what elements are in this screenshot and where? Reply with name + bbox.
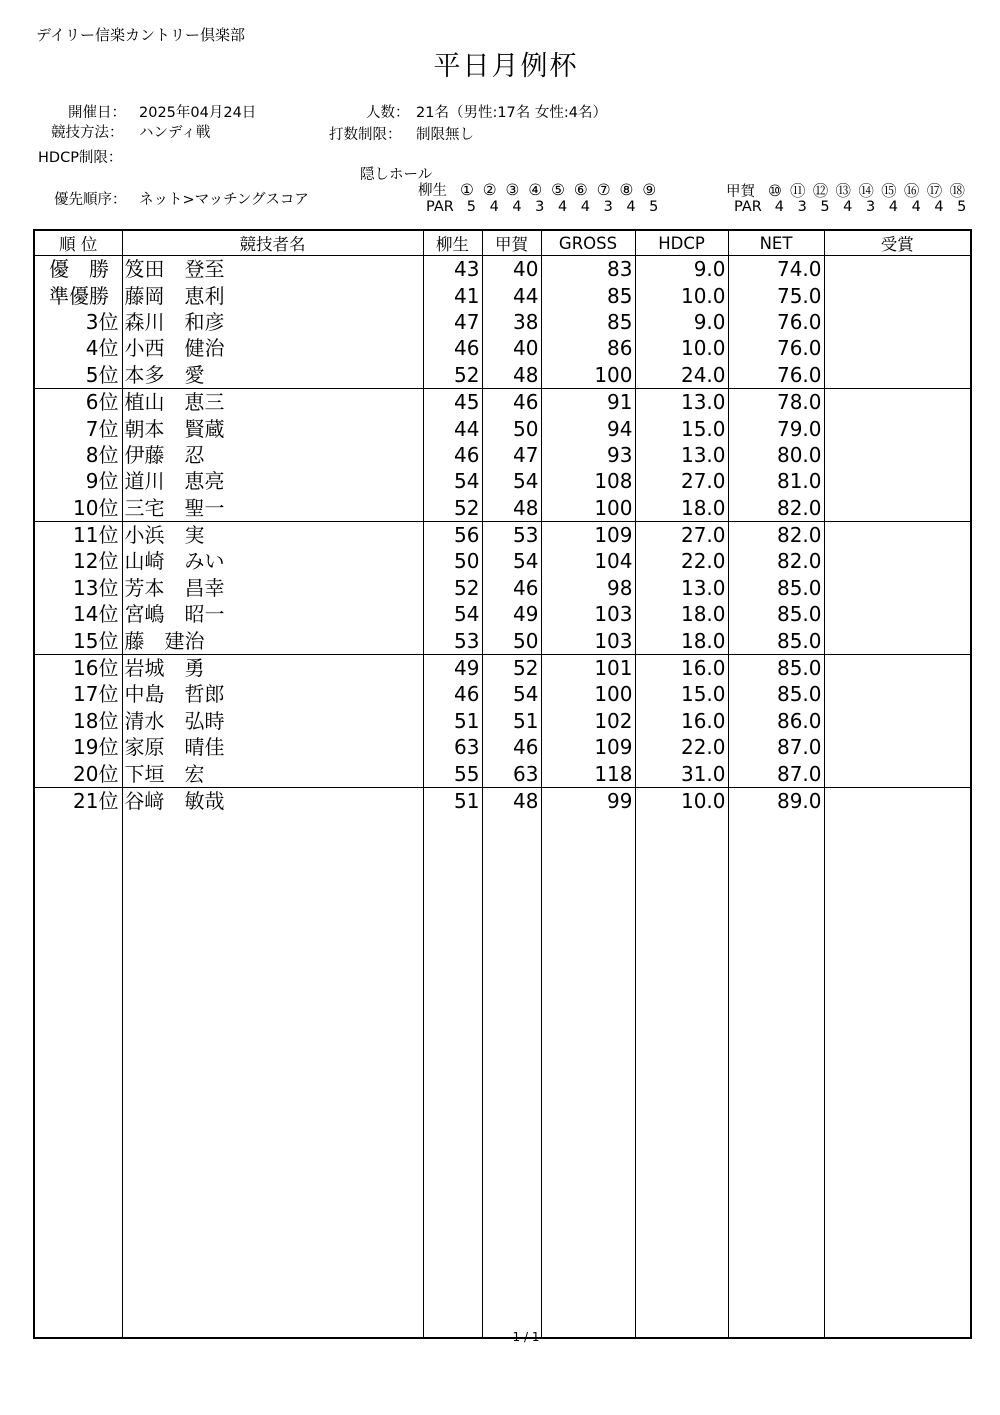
par-12: 5 [820, 199, 830, 215]
hole-16: ⑯ [903, 182, 921, 200]
cell-rank: 8位 [34, 442, 122, 468]
cell-in: 48 [482, 362, 541, 389]
cell-hdcp: 18.0 [635, 495, 728, 522]
par-2: 4 [489, 199, 499, 215]
table-row [34, 442, 971, 468]
empty-cell [824, 814, 971, 1338]
cell-out: 41 [423, 282, 482, 308]
cell-award [824, 362, 971, 389]
cell-name: 小西 健治 [122, 335, 423, 361]
cell-in: 52 [482, 654, 541, 681]
cell-net: 79.0 [728, 415, 824, 441]
cell-hdcp: 9.0 [635, 256, 728, 283]
cell-gross: 103 [541, 627, 635, 654]
par-17: 4 [934, 199, 944, 215]
page-number: 1 / 1 [512, 1330, 540, 1344]
cell-gross: 109 [541, 521, 635, 548]
cell-name: 岩城 勇 [122, 654, 423, 681]
empty-cell [541, 814, 635, 1338]
cell-gross: 109 [541, 734, 635, 760]
cell-in: 48 [482, 787, 541, 814]
par-10: 4 [774, 199, 785, 215]
cell-net: 82.0 [728, 521, 824, 548]
cell-out: 46 [423, 442, 482, 468]
cell-net: 81.0 [728, 468, 824, 494]
hole-11: ⑪ [789, 182, 807, 200]
table-row [34, 708, 971, 734]
cell-name: 中島 哲郎 [122, 681, 423, 707]
cell-rank: 13位 [34, 575, 122, 601]
cell-in: 54 [482, 681, 541, 707]
in-course-name: 甲賀 [726, 184, 755, 200]
cell-hdcp: 13.0 [635, 388, 728, 415]
cell-gross: 91 [541, 388, 635, 415]
hole-14: ⑭ [858, 182, 875, 200]
cell-net: 82.0 [728, 495, 824, 522]
cell-award [824, 442, 971, 468]
cell-in: 50 [482, 415, 541, 441]
par-15: 4 [888, 199, 898, 215]
header-name: 競技者名 [122, 230, 423, 256]
cell-award [824, 495, 971, 522]
cell-gross: 104 [541, 548, 635, 574]
cell-name: 宮嶋 昭一 [122, 601, 423, 627]
cell-net: 85.0 [728, 627, 824, 654]
priority-value: ネット>マッチングスコア [139, 192, 309, 208]
cell-rank: 3位 [34, 309, 122, 335]
table-row [34, 627, 971, 654]
cell-in: 46 [482, 388, 541, 415]
cell-out: 54 [423, 601, 482, 627]
in-course-pars [734, 199, 973, 215]
cell-out: 54 [423, 468, 482, 494]
cell-in: 40 [482, 335, 541, 361]
cell-gross: 100 [541, 681, 635, 707]
cell-out: 47 [423, 309, 482, 335]
out-par-label: PAR [426, 199, 454, 215]
cell-rank: 15位 [34, 627, 122, 654]
table-row [34, 309, 971, 335]
par-13: 4 [843, 199, 853, 215]
date-label: 開催日： [68, 105, 126, 121]
hole-9: ⑨ [642, 181, 658, 199]
cell-net: 82.0 [728, 548, 824, 574]
par-18: 5 [957, 199, 967, 215]
header-award: 受賞 [824, 230, 971, 256]
cell-net: 75.0 [728, 282, 824, 308]
cell-in: 38 [482, 309, 541, 335]
cell-name: 谷﨑 敏哉 [122, 787, 423, 814]
cell-rank: 5位 [34, 362, 122, 389]
cell-gross: 98 [541, 575, 635, 601]
cell-rank: 19位 [34, 734, 122, 760]
cell-hdcp: 18.0 [635, 627, 728, 654]
table-row [34, 760, 971, 787]
hole-2: ② [482, 181, 498, 199]
table-row [34, 256, 971, 283]
cell-rank: 9位 [34, 468, 122, 494]
table-row [34, 601, 971, 627]
table-row [34, 282, 971, 308]
cell-rank: 優 勝 [34, 256, 122, 283]
cell-in: 53 [482, 521, 541, 548]
cell-hdcp: 13.0 [635, 442, 728, 468]
cell-rank: 14位 [34, 601, 122, 627]
empty-cell [34, 814, 122, 1338]
cell-net: 85.0 [728, 575, 824, 601]
page-title: 平日月例杯 [433, 51, 579, 82]
cell-rank: 17位 [34, 681, 122, 707]
cell-gross: 103 [541, 601, 635, 627]
cell-gross: 93 [541, 442, 635, 468]
cell-rank: 11位 [34, 521, 122, 548]
table-row [34, 468, 971, 494]
cell-net: 80.0 [728, 442, 824, 468]
cell-name: 下垣 宏 [122, 760, 423, 787]
table-row [34, 521, 971, 548]
empty-cell [728, 814, 824, 1338]
people-value: 21名（男性:17名 女性:4名） [416, 105, 608, 121]
cell-award [824, 760, 971, 787]
cell-award [824, 468, 971, 494]
hole-1: ① [459, 181, 475, 199]
cell-gross: 100 [541, 362, 635, 389]
club-name: デイリー信楽カントリー倶楽部 [36, 26, 245, 44]
cell-name: 本多 愛 [122, 362, 423, 389]
table-row [34, 787, 971, 814]
cell-name: 藤岡 恵利 [122, 282, 423, 308]
cell-rank: 12位 [34, 548, 122, 574]
hole-15: ⑮ [881, 182, 898, 200]
table-row [34, 388, 971, 415]
par-16: 4 [911, 199, 921, 215]
cell-gross: 118 [541, 760, 635, 787]
cell-name: 藤 建治 [122, 627, 423, 654]
cell-in: 63 [482, 760, 541, 787]
cell-gross: 102 [541, 708, 635, 734]
cell-award [824, 282, 971, 308]
cell-net: 76.0 [728, 362, 824, 389]
in-par-label: PAR [734, 199, 762, 215]
cell-award [824, 415, 971, 441]
cell-net: 74.0 [728, 256, 824, 283]
cell-in: 54 [482, 548, 541, 574]
cell-rank: 20位 [34, 760, 122, 787]
cell-name: 植山 恵三 [122, 388, 423, 415]
out-course-name: 柳生 [418, 183, 447, 199]
cell-hdcp: 16.0 [635, 654, 728, 681]
cell-hdcp: 15.0 [635, 415, 728, 441]
table-row [34, 575, 971, 601]
cell-net: 86.0 [728, 708, 824, 734]
cell-gross: 101 [541, 654, 635, 681]
cell-out: 46 [423, 681, 482, 707]
cell-hdcp: 22.0 [635, 734, 728, 760]
cell-out: 51 [423, 787, 482, 814]
cell-hdcp: 16.0 [635, 708, 728, 734]
cell-out: 52 [423, 575, 482, 601]
header-hdcp: HDCP [635, 230, 728, 256]
cell-net: 85.0 [728, 681, 824, 707]
limit-label: 打数制限： [329, 127, 402, 143]
cell-hdcp: 9.0 [635, 309, 728, 335]
cell-award [824, 335, 971, 361]
empty-rows-area [34, 814, 971, 1338]
par-7: 3 [603, 199, 613, 215]
cell-in: 44 [482, 282, 541, 308]
header-in: 甲賀 [482, 230, 541, 256]
hole-7: ⑦ [596, 181, 612, 199]
cell-name: 森川 和彦 [122, 309, 423, 335]
cell-name: 家原 晴佳 [122, 734, 423, 760]
cell-in: 51 [482, 708, 541, 734]
in-course-holes [726, 179, 969, 201]
cell-name: 清水 弘時 [122, 708, 423, 734]
cell-hdcp: 13.0 [635, 575, 728, 601]
par-6: 4 [580, 199, 590, 215]
table-row [34, 362, 971, 389]
cell-hdcp: 10.0 [635, 282, 728, 308]
cell-in: 46 [482, 734, 541, 760]
par-9: 5 [649, 199, 659, 215]
cell-name: 三宅 聖一 [122, 495, 423, 522]
par-8: 4 [626, 199, 636, 215]
table-row [34, 681, 971, 707]
cell-gross: 100 [541, 495, 635, 522]
cell-hdcp: 31.0 [635, 760, 728, 787]
cell-net: 85.0 [728, 601, 824, 627]
hole-18: ⑱ [949, 182, 967, 200]
empty-cell [423, 814, 482, 1338]
cell-out: 50 [423, 548, 482, 574]
cell-hdcp: 22.0 [635, 548, 728, 574]
header-rank: 順 位 [34, 230, 122, 256]
table-row [34, 734, 971, 760]
cell-award [824, 309, 971, 335]
cell-hdcp: 10.0 [635, 335, 728, 361]
cell-gross: 94 [541, 415, 635, 441]
cell-rank: 16位 [34, 654, 122, 681]
cell-award [824, 575, 971, 601]
header-out: 柳生 [423, 230, 482, 256]
header-gross: GROSS [541, 230, 635, 256]
cell-out: 51 [423, 708, 482, 734]
hidden-holes-label: 隠しホール [360, 167, 433, 183]
cell-hdcp: 10.0 [635, 787, 728, 814]
cell-award [824, 787, 971, 814]
cell-out: 44 [423, 415, 482, 441]
cell-out: 52 [423, 495, 482, 522]
cell-out: 55 [423, 760, 482, 787]
par-11: 3 [797, 199, 807, 215]
hole-12: ⑫ [812, 182, 830, 200]
date-value: 2025年04月24日 [139, 105, 257, 121]
par-5: 4 [557, 199, 568, 215]
cell-hdcp: 27.0 [635, 521, 728, 548]
cell-award [824, 388, 971, 415]
priority-label: 優先順序： [54, 192, 127, 208]
par-4: 3 [535, 199, 545, 215]
cell-award [824, 681, 971, 707]
table-row [34, 548, 971, 574]
cell-out: 56 [423, 521, 482, 548]
cell-name: 道川 恵亮 [122, 468, 423, 494]
cell-award [824, 627, 971, 654]
hdcp-limit-label: HDCP制限： [38, 150, 123, 166]
cell-rank: 21位 [34, 787, 122, 814]
cell-award [824, 708, 971, 734]
cell-award [824, 256, 971, 283]
cell-net: 78.0 [728, 388, 824, 415]
table-header-row [34, 230, 971, 256]
cell-gross: 86 [541, 335, 635, 361]
hole-13: ⑬ [835, 182, 853, 200]
table-row [34, 335, 971, 361]
cell-in: 54 [482, 468, 541, 494]
cell-out: 53 [423, 627, 482, 654]
method-label: 競技方法： [51, 125, 124, 141]
table-row [34, 654, 971, 681]
out-course-holes [418, 179, 661, 200]
hole-6: ⑥ [573, 181, 589, 199]
cell-out: 52 [423, 362, 482, 389]
cell-gross: 99 [541, 787, 635, 814]
cell-out: 43 [423, 256, 482, 283]
cell-in: 47 [482, 442, 541, 468]
cell-award [824, 601, 971, 627]
cell-net: 87.0 [728, 734, 824, 760]
cell-name: 笈田 登至 [122, 256, 423, 283]
cell-rank: 18位 [34, 708, 122, 734]
table-row [34, 495, 971, 522]
cell-name: 芳本 昌幸 [122, 575, 423, 601]
cell-in: 46 [482, 575, 541, 601]
cell-net: 89.0 [728, 787, 824, 814]
hole-5: ⑤ [551, 181, 567, 199]
cell-hdcp: 18.0 [635, 601, 728, 627]
cell-net: 87.0 [728, 760, 824, 787]
cell-award [824, 548, 971, 574]
cell-net: 76.0 [728, 309, 824, 335]
cell-name: 山崎 みい [122, 548, 423, 574]
cell-rank: 7位 [34, 415, 122, 441]
cell-hdcp: 24.0 [635, 362, 728, 389]
cell-rank: 4位 [34, 335, 122, 361]
table-row [34, 415, 971, 441]
cell-in: 50 [482, 627, 541, 654]
cell-gross: 83 [541, 256, 635, 283]
cell-name: 朝本 賢蔵 [122, 415, 423, 441]
cell-award [824, 734, 971, 760]
cell-rank: 6位 [34, 388, 122, 415]
limit-value: 制限無し [416, 127, 474, 143]
hole-8: ⑧ [619, 181, 635, 199]
empty-cell [635, 814, 728, 1338]
hole-4: ④ [528, 181, 544, 199]
cell-in: 49 [482, 601, 541, 627]
hole-3: ③ [505, 181, 521, 199]
par-3: 4 [512, 199, 522, 215]
cell-gross: 108 [541, 468, 635, 494]
cell-hdcp: 27.0 [635, 468, 728, 494]
method-value: ハンディ戦 [139, 125, 211, 141]
cell-net: 85.0 [728, 654, 824, 681]
cell-out: 46 [423, 335, 482, 361]
people-label: 人数： [366, 105, 410, 121]
results-table [33, 229, 972, 1339]
header-net: NET [728, 230, 824, 256]
par-1: 5 [466, 199, 477, 215]
cell-in: 48 [482, 495, 541, 522]
cell-gross: 85 [541, 309, 635, 335]
cell-name: 伊藤 忍 [122, 442, 423, 468]
cell-rank: 準優勝 [34, 282, 122, 308]
empty-cell [122, 814, 423, 1338]
cell-rank: 10位 [34, 495, 122, 522]
cell-name: 小浜 実 [122, 521, 423, 548]
cell-net: 76.0 [728, 335, 824, 361]
par-14: 3 [865, 199, 876, 215]
cell-award [824, 521, 971, 548]
out-course-pars [426, 199, 665, 215]
cell-in: 40 [482, 256, 541, 283]
empty-cell [482, 814, 541, 1338]
cell-out: 49 [423, 654, 482, 681]
cell-hdcp: 15.0 [635, 681, 728, 707]
cell-gross: 85 [541, 282, 635, 308]
hole-17: ⑰ [926, 182, 944, 200]
cell-out: 45 [423, 388, 482, 415]
cell-out: 63 [423, 734, 482, 760]
cell-award [824, 654, 971, 681]
hole-10: ⑩ [767, 182, 783, 200]
